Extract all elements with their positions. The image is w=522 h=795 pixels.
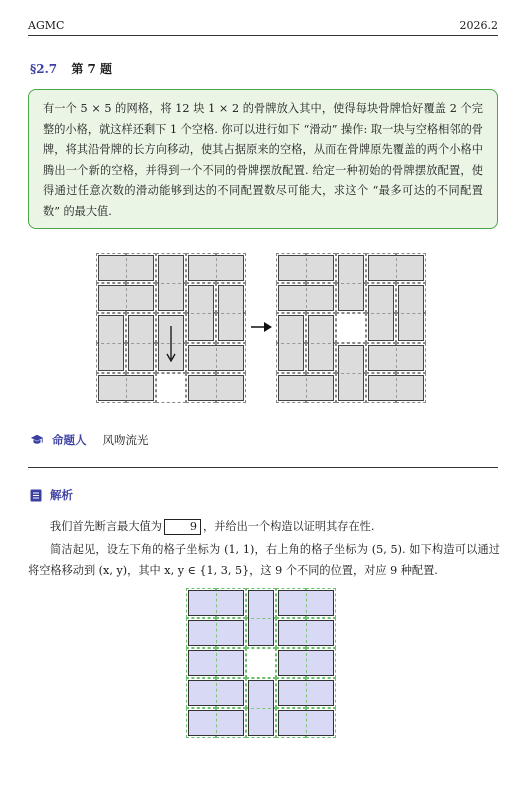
domino-tile <box>188 620 244 646</box>
domino-tile <box>188 590 244 616</box>
domino-tile <box>188 255 244 281</box>
domino-tile <box>278 285 334 311</box>
p1-text-before: 我们首先断言最大值为 <box>50 520 162 533</box>
domino-tile <box>308 315 334 371</box>
domino-tile <box>368 285 394 341</box>
domino-tile <box>248 680 274 736</box>
author-label: 命题人 <box>52 433 87 447</box>
domino-tile <box>188 345 244 371</box>
author-line <box>30 432 149 448</box>
problem-box <box>28 89 498 229</box>
domino-tile <box>278 650 334 676</box>
domino-tile <box>278 375 334 401</box>
domino-tile <box>188 375 244 401</box>
divider <box>28 467 498 468</box>
domino-tile <box>368 255 424 281</box>
domino-tile <box>98 375 154 401</box>
grid-cell <box>156 373 186 403</box>
domino-tile <box>278 710 334 736</box>
domino-tile <box>278 620 334 646</box>
p2-text: 简洁起见，设左下角的格子坐标为 (1, 1)，右上角的格子坐标为 (5, 5). 如下构造可以通过将空格移动到 (x, y)，其中 x, y ∈ {1, 3, 5}，这 9 个不同的位置，对应 9 种配置. <box>28 543 500 577</box>
domino-tile <box>398 285 424 341</box>
domino-tile <box>188 710 244 736</box>
right-arrow-icon <box>250 320 274 334</box>
figure-construction <box>186 588 336 738</box>
answer-box: 9 <box>164 519 201 535</box>
solution-paragraph-1 <box>28 516 500 537</box>
domino-tile <box>128 315 154 371</box>
domino-tile <box>188 650 244 676</box>
domino-tile <box>278 315 304 371</box>
domino-tile <box>98 315 124 371</box>
domino-tile <box>368 345 424 371</box>
section-number: §2.7 <box>30 62 58 76</box>
domino-tile <box>218 285 244 341</box>
solution-label: 解析 <box>50 488 73 502</box>
page-header <box>28 14 498 36</box>
domino-tile <box>98 255 154 281</box>
domino-tile <box>98 285 154 311</box>
domino-tile <box>338 345 364 401</box>
domino-tile <box>188 680 244 706</box>
domino-tile <box>278 590 334 616</box>
problem-text: 有一个 5 × 5 的网格，将 12 块 1 × 2 的骨牌放入其中，使得每块骨牌恰好覆盖 2 个完整的小格，就这样还剩下 1 个空格. 你可以进行如下 “滑动” 操作: 取一块与空格相邻的骨牌，将其沿骨牌的长方向移动，使其占据原来的空格，从而在骨牌原先覆盖的两个小格中腾出一个新的空格，并得到一个不同的骨牌摆放配置. 给定一种初始的骨牌摆放配置，使得通过任意次数的滑动能够到达的不同配置数尽可能大，求这个 “最多可达的不同配置数” 的最大值. <box>43 102 483 218</box>
notebook-icon <box>30 489 42 502</box>
section-name: 第 7 题 <box>71 62 113 76</box>
domino-tile <box>248 590 274 646</box>
header-left: AGMC <box>28 19 65 32</box>
section-title <box>30 60 112 77</box>
grid-cell <box>246 648 276 678</box>
domino-tile <box>368 375 424 401</box>
solution-paragraph-2 <box>28 539 500 581</box>
solution-title <box>30 487 73 503</box>
p1-text-after: ，并给出一个构造以证明其存在性. <box>203 520 375 533</box>
domino-tile <box>278 255 334 281</box>
figure-after <box>276 253 426 403</box>
graduation-cap-icon <box>30 433 44 447</box>
header-right: 2026.2 <box>459 19 498 32</box>
domino-tile <box>338 255 364 311</box>
down-arrow-icon <box>161 324 181 364</box>
domino-tile <box>278 680 334 706</box>
domino-tile <box>188 285 214 341</box>
author-name: 风吻流光 <box>102 433 149 447</box>
domino-tile <box>158 255 184 311</box>
grid-cell <box>336 313 366 343</box>
